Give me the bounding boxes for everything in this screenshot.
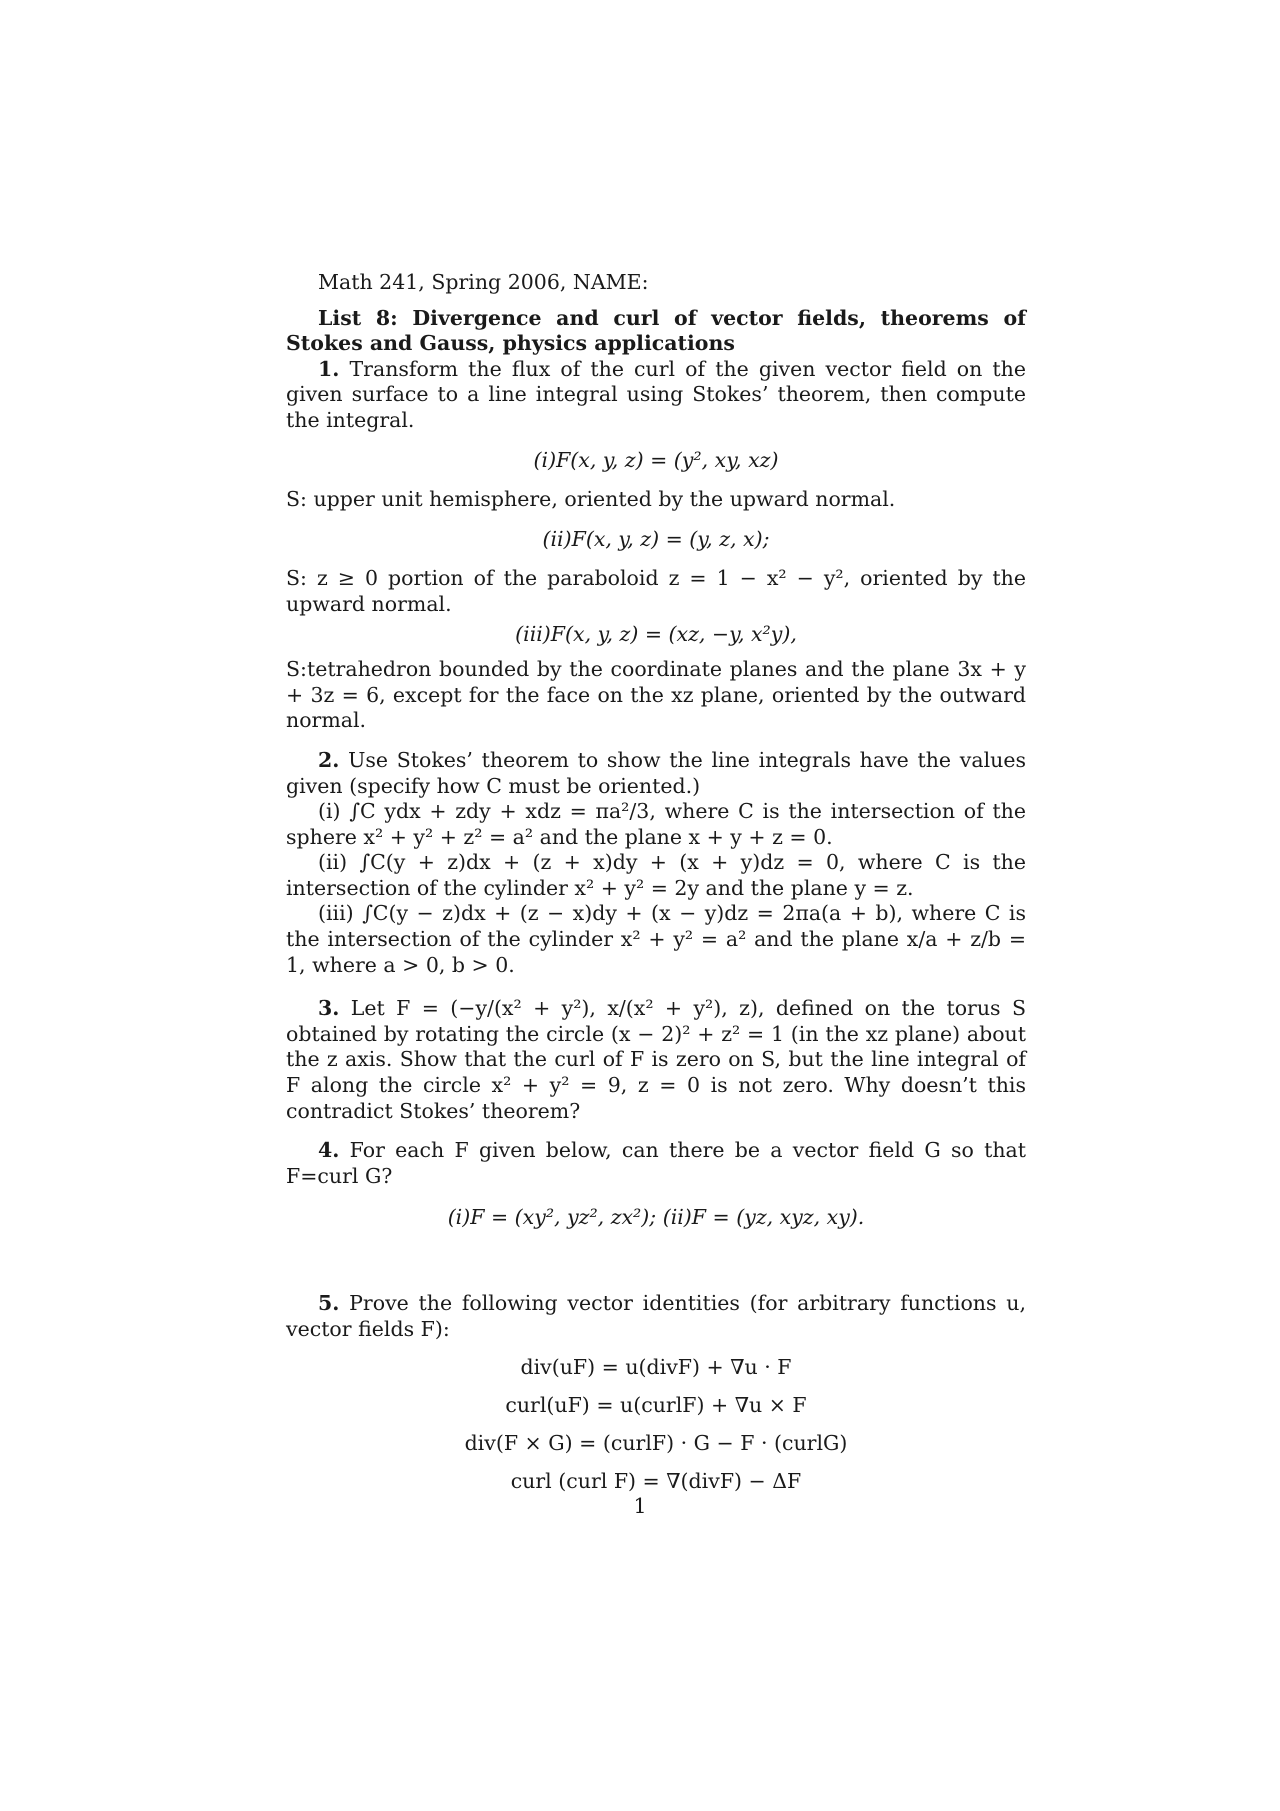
identity-4: curl (curl F) = ∇(divF) − ΔF [510,1469,802,1494]
q1-body: Transform the flux of the curl of the given vector field on the given surface to a line integral using Stokes’ theorem, then compute the integral. [286,356,1026,432]
q1-i-equation: (i)F(x, y, z) = (y², xy, xz) [533,447,779,472]
q1-text [286,357,1026,434]
q2-text [286,748,1026,799]
q2-iii: (iii) ∫C(y − z)dx + (z − x)dy + (x − y)dz = 2πa(a + b), where C is the intersection of the cylinder x² + y² = a² and the plane x/a + z/b = 1, where a > 0, b > 0. [286,901,1026,977]
q4-equation: (i)F = (xy², yz², zx²); (ii)F = (yz, xyz, xy). [447,1205,865,1230]
identity-1: div(uF) = u(divF) + ∇u · F [520,1355,792,1380]
page-number: 1 [633,1494,647,1518]
q1-ii-surface: S: z ≥ 0 portion of the paraboloid z = 1 − x² − y², oriented by the upward normal. [286,566,1026,616]
q1-number: 1. [318,356,340,381]
q4-text [286,1138,1026,1189]
identity-3: div(F × G) = (curlF) · G − F · (curlG) [464,1431,848,1456]
q3-body: Let F = (−y/(x² + y²), x/(x² + y²), z), defined on the torus S obtained by rotating the circle (x − 2)² + z² = 1 (in the xz plane) about the z axis. Show that the curl of F is zero on S, but the line integral of F along the circle x² + y² = 9, z = 0 is not zero. Why doesn’t this contradict Stokes’ theorem? [286,996,1026,1123]
list-title: List 8: Divergence and curl of vector fields, theorems of Stokes and Gauss, physics applications [286,305,1026,356]
document-body [286,270,1026,1500]
q2-body: Use Stokes’ theorem to show the line integrals have the values given (specify how C must be oriented.) [286,747,1026,798]
q1-iii-surface: S:tetrahedron bounded by the coordinate planes and the plane 3x + y + 3z = 6, except for the face on the xz plane, oriented by the outward normal. [286,657,1026,733]
q3-text [286,996,1026,1124]
q5-number: 5. [318,1291,340,1315]
q1-iii-equation: (iii)F(x, y, z) = (xz, −y, x²y), [515,621,797,646]
q1-ii-equation: (ii)F(x, y, z) = (y, z, x); [542,526,770,551]
q2-ii: (ii) ∫C(y + z)dx + (z + x)dy + (x + y)dz = 0, where C is the intersection of the cylinder x² + y² = 2y and the plane y = z. [286,850,1026,900]
q2-i: (i) ∫C ydx + zdy + xdz = πa²/3, where C is the intersection of the sphere x² + y² + z² = a² and the plane x + y + z = 0. [286,799,1026,849]
header-line: Math 241, Spring 2006, NAME: [318,270,649,294]
q5-text [286,1291,1026,1342]
q5-body: Prove the following vector identities (for arbitrary functions u, vector fields F): [286,1291,1026,1341]
q3-number: 3. [318,996,340,1021]
q4-body: For each F given below, can there be a vector field G so that F=curl G? [286,1138,1026,1188]
identity-2: curl(uF) = u(curlF) + ∇u × F [505,1393,807,1418]
q2-number: 2. [318,747,340,772]
q4-number: 4. [318,1138,340,1163]
q1-i-surface: S: upper unit hemisphere, oriented by the upward normal. [286,487,896,512]
